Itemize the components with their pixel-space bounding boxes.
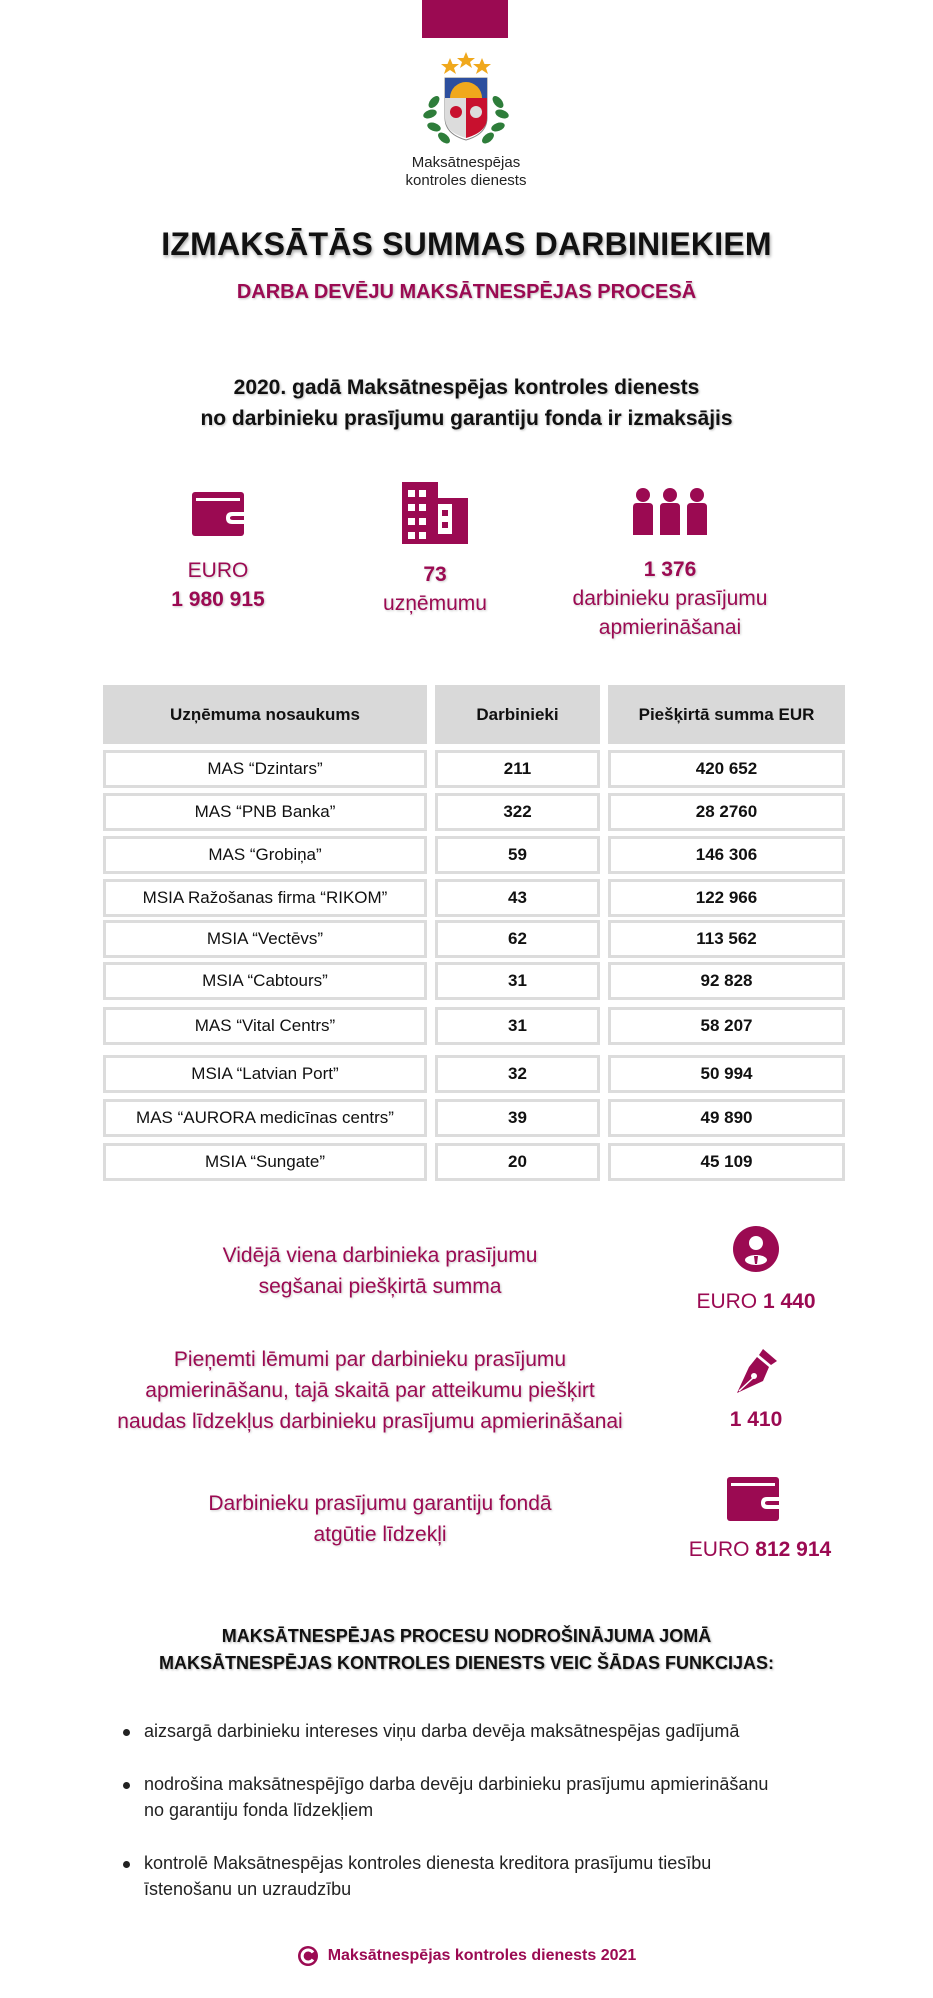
table-cell-employees: 43 (435, 879, 600, 917)
table-cell-employees: 20 (435, 1143, 600, 1181)
table-cell-company: MAS “AURORA medicīnas centrs” (103, 1099, 427, 1137)
table-cell-company: MSIA “Cabtours” (103, 962, 427, 1000)
top-accent-bar (422, 0, 508, 38)
table-cell-amount: 420 652 (608, 750, 845, 788)
logo-caption: Maksātnespējas kontroles dienests (405, 154, 527, 189)
page-subtitle: DARBA DEVĒJU MAKSĀTNESPĒJAS PROCESĀ (236, 281, 697, 303)
table-cell-company: MAS “Grobiņa” (103, 836, 427, 874)
table-cell-employees: 39 (435, 1099, 600, 1137)
info-recovered-label: Darbinieku prasījumu garantiju fondā atgūtie līdzekļi (208, 1492, 552, 1546)
table-cell-amount: 113 562 (608, 920, 845, 958)
wallet-icon (192, 492, 244, 536)
table-header-amount: Piešķirtā summa EUR (608, 685, 845, 744)
table-cell-company: MSIA “Sungate” (103, 1143, 427, 1181)
info-decisions-icon-wrap (733, 1347, 779, 1395)
functions-title: MAKSĀTNESPĒJAS PROCESU NODROŠINĀJUMA JOMĀ MAKSĀTNESPĒJAS KONTROLES DIENESTS VEIC ŠĀDAS FUNKCIJAS: (158, 1626, 775, 1673)
table-cell-company: MAS “PNB Banka” (103, 793, 427, 831)
wallet-icon (727, 1477, 779, 1521)
table-cell-amount: 122 966 (608, 879, 845, 917)
table-cell-amount: 50 994 (608, 1055, 845, 1093)
table-cell-amount: 28 2760 (608, 793, 845, 831)
functions-list (123, 1718, 853, 1929)
stat-employees-value: 1 376 (643, 558, 697, 581)
table-cell-company: MSIA “Latvian Port” (103, 1055, 427, 1093)
table-cell-amount: 146 306 (608, 836, 845, 874)
bullet-icon (123, 1861, 130, 1868)
table-cell-employees: 31 (435, 962, 600, 1000)
footer: Maksātnespējas kontroles dienests 2021 (0, 1945, 933, 1967)
stat-companies-value: 73 (423, 563, 447, 586)
table-cell-amount: 45 109 (608, 1143, 845, 1181)
table-cell-company: MAS “Dzintars” (103, 750, 427, 788)
table-cell-employees: 62 (435, 920, 600, 958)
info-decisions-label: Pieņemti lēmumi par darbinieku prasījumu apmierināšanu, tajā skaitā par atteikumu piešķirt naudas līdzekļus darbinieku prasījumu apmierināšanai (117, 1348, 623, 1433)
stat-employees: 1 376 darbinieku prasījumu apmierināšanai (555, 487, 785, 642)
table-cell-amount: 92 828 (608, 962, 845, 1000)
stat-companies: 73 uzņēmumu (360, 482, 510, 618)
info-decisions-value: 1 410 (729, 1408, 783, 1431)
bullet-icon (123, 1729, 130, 1736)
latvian-coat-of-arms-icon (420, 52, 512, 152)
table-cell-employees: 31 (435, 1007, 600, 1045)
table-cell-employees: 322 (435, 793, 600, 831)
table-cell-company: MSIA Ražošanas firma “RIKOM” (103, 879, 427, 917)
building-icon (402, 482, 468, 544)
info-average-icon-wrap (733, 1226, 779, 1272)
stat-total-paid-value: 1 980 915 (171, 588, 265, 611)
table-cell-employees: 59 (435, 836, 600, 874)
table-cell-employees: 211 (435, 750, 600, 788)
stat-total-paid: EURO 1 980 915 (148, 492, 288, 614)
table-header-company: Uzņēmuma nosaukums (103, 685, 427, 744)
function-item: kontrolē Maksātnespējas kontroles dienesta kreditora prasījumu tiesību īstenošanu un uzraudzību (123, 1850, 853, 1902)
table-cell-company: MAS “Vital Centrs” (103, 1007, 427, 1045)
info-recovered-value: EURO 812 914 (688, 1538, 832, 1561)
fountain-pen-icon (733, 1347, 779, 1395)
page-title: IZMAKSĀTĀS SUMMAS DARBINIEKIEM (161, 226, 772, 262)
table-cell-employees: 32 (435, 1055, 600, 1093)
bullet-icon (123, 1782, 130, 1789)
table-cell-amount: 58 207 (608, 1007, 845, 1045)
people-icon (631, 487, 709, 535)
person-badge-icon (733, 1226, 779, 1272)
function-item: aizsargā darbinieku intereses viņu darba devēja maksātnespējas gadījumā (123, 1718, 853, 1744)
info-average-label: Vidējā viena darbinieka prasījumu segšanai piešķirtā summa (222, 1244, 538, 1298)
copyright-icon (297, 1945, 319, 1967)
function-item: nodrošina maksātnespējīgo darba devēju darbinieku prasījumu apmierināšanu no garantiju fonda līdzekļiem (123, 1771, 853, 1823)
table-cell-amount: 49 890 (608, 1099, 845, 1137)
intro-text: 2020. gadā Maksātnespējas kontroles dienests no darbinieku prasījumu garantiju fonda ir izmaksājis (200, 376, 733, 430)
info-average-value: EURO 1 440 (696, 1290, 816, 1313)
table-header-employees: Darbinieki (435, 685, 600, 744)
info-recovered-icon-wrap (727, 1477, 779, 1521)
table-cell-company: MSIA “Vectēvs” (103, 920, 427, 958)
